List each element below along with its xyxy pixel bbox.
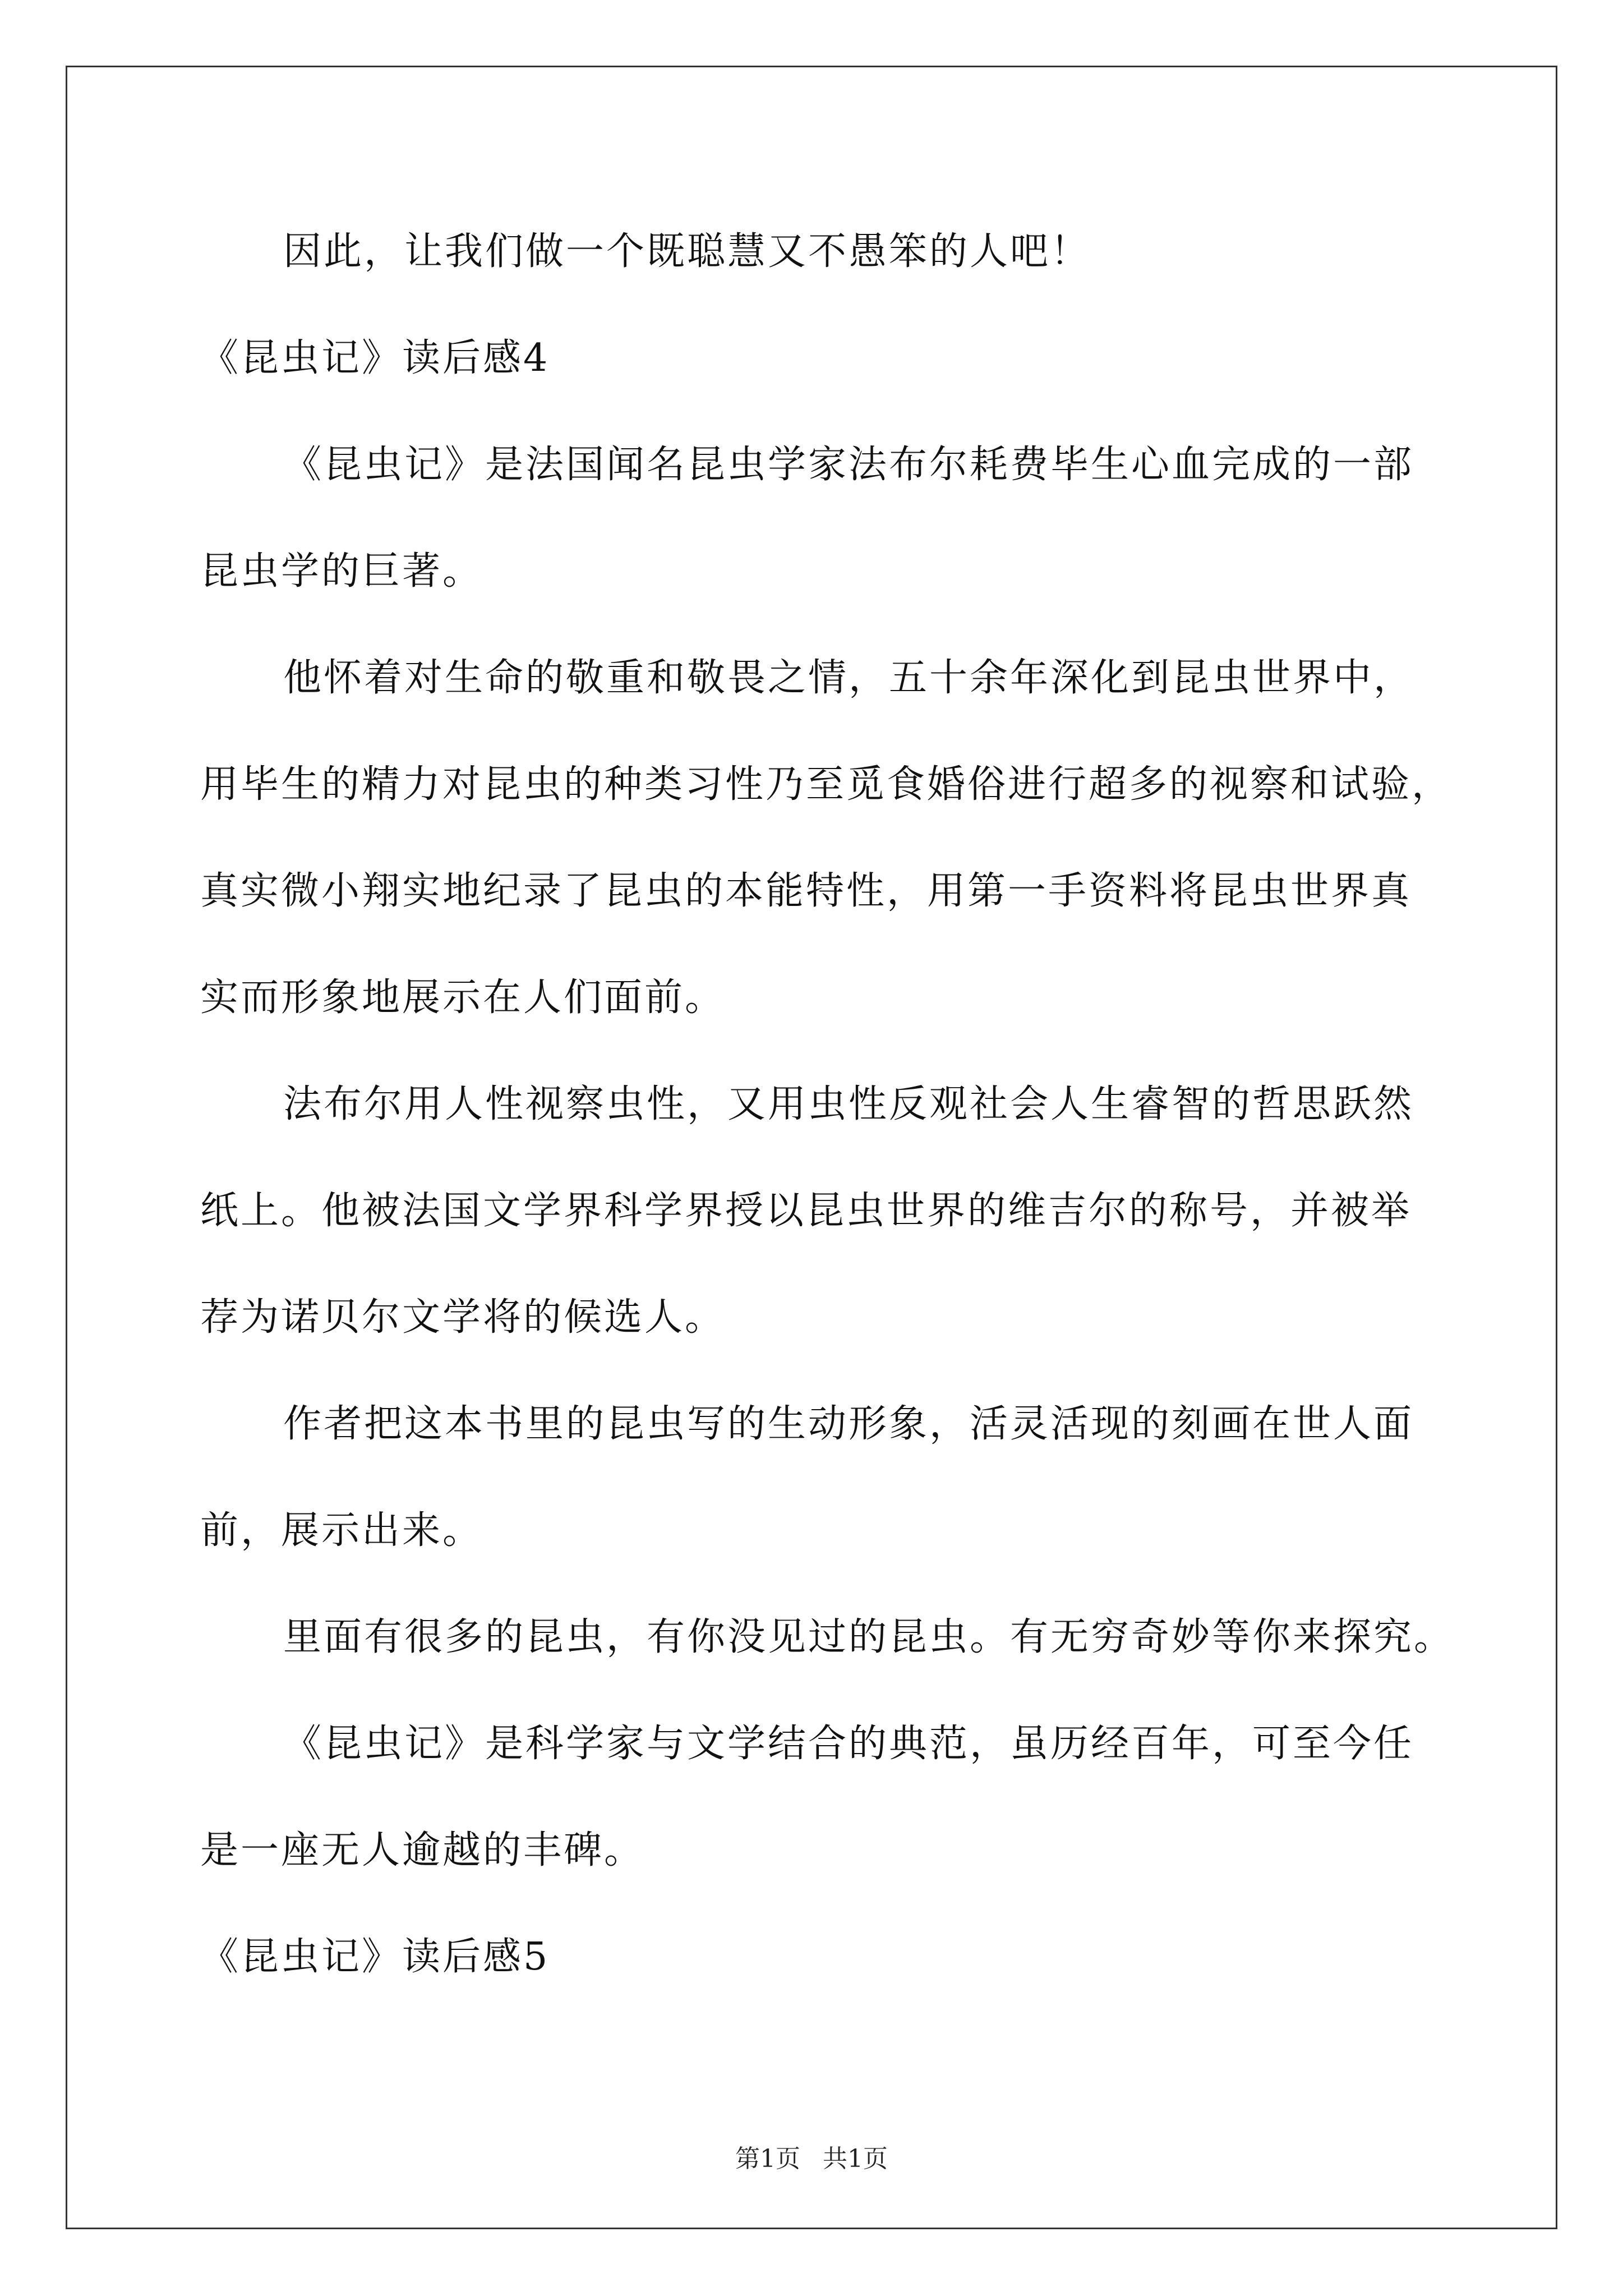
paragraph-line: 法布尔用人性视察虫性，又用虫性反观社会人生睿智的哲思跃然 [283,1082,1414,1126]
section-heading: 《昆虫记》读后感5 [200,1935,550,1979]
paragraph-line: 《昆虫记》是科学家与文学结合的典范，虽历经百年，可至今任 [283,1722,1414,1766]
paragraph-line: 因此，让我们做一个既聪慧又不愚笨的人吧！ [283,229,1091,274]
paragraph-line: 《昆虫记》是法国闻名昆虫学家法布尔耗费毕生心血完成的一部 [283,443,1414,487]
paragraph-line: 昆虫学的巨著。 [200,549,483,593]
page-total: 共1页 [823,2145,888,2173]
paragraph-line: 作者把这本书里的昆虫写的生动形象，活灵活现的刻画在世人面 [283,1402,1414,1446]
paragraph-line: 实而形象地展示在人们面前。 [200,976,726,1020]
paragraph-line: 前，展示出来。 [200,1508,483,1553]
paragraph-line: 纸上。他被法国文学界科学界授以昆虫世界的维吉尔的称号，并被举 [200,1189,1412,1233]
paragraph-line: 荐为诺贝尔文学将的候选人。 [200,1295,726,1340]
paragraph-line: 用毕生的精力对昆虫的种类习性乃至觅食婚俗进行超多的视察和试验， [200,762,1453,807]
paragraph-line: 是一座无人逾越的丰碑。 [200,1828,645,1872]
page-number: 第1页 [735,2145,800,2173]
page-border [66,66,1557,2229]
paragraph-line: 他怀着对生命的敬重和敬畏之情，五十余年深化到昆虫世界中， [283,656,1414,700]
page-footer [0,2138,1623,2174]
paragraph-line: 真实微小翔实地纪录了昆虫的本能特性，用第一手资料将昆虫世界真 [200,869,1412,913]
section-heading: 《昆虫记》读后感4 [200,336,550,380]
paragraph-line: 里面有很多的昆虫，有你没见过的昆虫。有无穷奇妙等你来探究。 [283,1615,1455,1659]
